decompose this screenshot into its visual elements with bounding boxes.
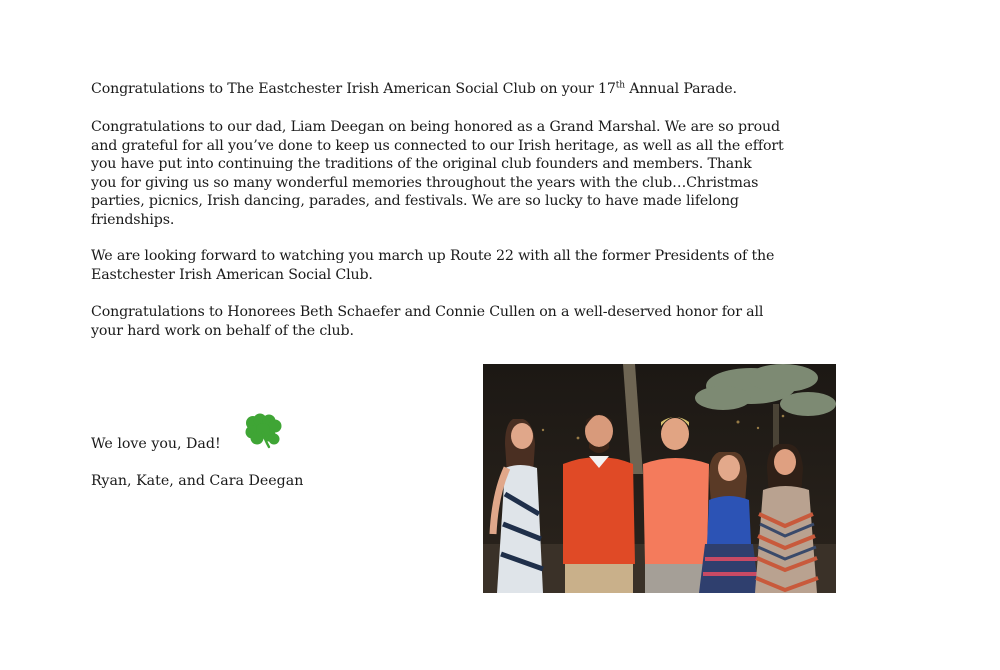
closing-line: We love you, Dad! [91,436,221,452]
family-photo [483,364,836,593]
intro-paragraph: Congratulations to The Eastchester Irish American Social Club on your 17th Annual Parade. [91,80,737,97]
grand-marshal-paragraph: Congratulations to our dad, Liam Deegan on being honored as a Grand Marshal. We are so proud and grateful for all you’ve done to keep us connected to our Irish heritage, as well as all the effort you have put into continuing the traditions of the original club founders and members. Thank you for giving us so many wonderful memories throughout the years with the club…Christmas parties, picnics, Irish dancing, parades, and festivals. We are so lucky to have made lifelong friendships. [91,119,784,228]
signature: Ryan, Kate, and Cara Deegan [91,473,304,489]
route-22-paragraph: We are looking forward to watching you march up Route 22 with all the former Presidents of the Eastchester Irish American Social Club. [91,248,775,283]
shamrock-icon [242,413,284,449]
honorees-paragraph: Congratulations to Honorees Beth Schaefer and Connie Cullen on a well-deserved honor for all your hard work on behalf of the club. [91,304,764,339]
ordinal-suffix: th [615,80,625,91]
